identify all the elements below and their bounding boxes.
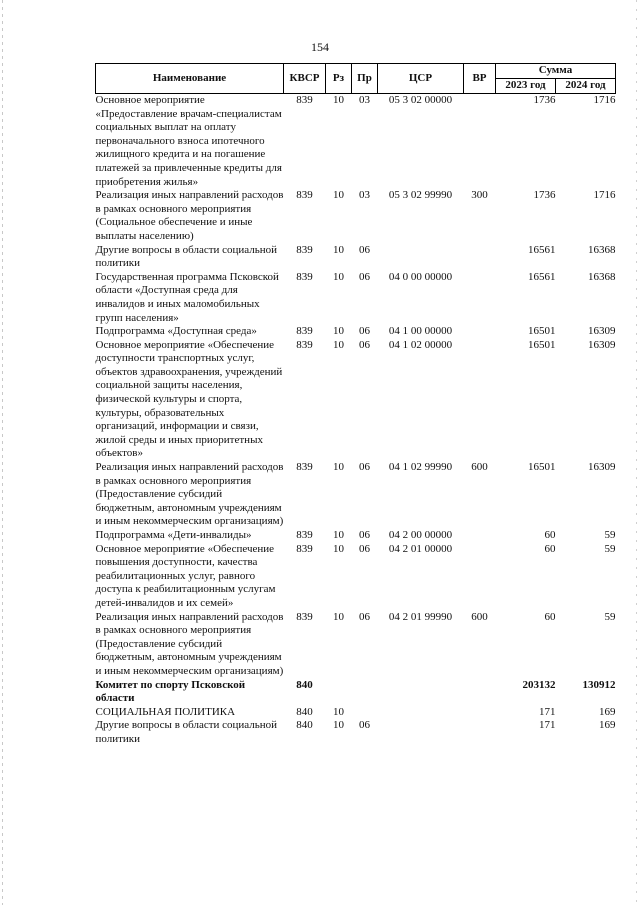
row-csr: 05 3 02 99990 xyxy=(388,189,453,202)
row-csr: 04 2 00 00000 xyxy=(388,529,453,541)
row-kvsr: 839 xyxy=(296,270,313,283)
row-sum-2023: 1736 xyxy=(533,94,556,106)
row-vr: 600 xyxy=(471,610,488,623)
row-sum-2024: 59 xyxy=(604,529,616,541)
row-vr xyxy=(464,325,496,339)
row-pr: 06 xyxy=(359,243,370,256)
row-vr: 300 xyxy=(471,189,488,202)
row-csr: 05 3 02 00000 xyxy=(388,94,453,106)
row-sum-2024: 130912 xyxy=(582,678,616,691)
header-kvsr: КВСР xyxy=(284,64,326,94)
row-sum-2023: 16501 xyxy=(528,325,556,338)
table-body xyxy=(96,94,616,747)
row-vr xyxy=(464,339,496,461)
row-vr xyxy=(464,529,496,543)
row-sum-2024: 16309 xyxy=(588,325,616,338)
row-pr: 03 xyxy=(359,94,370,106)
row-name: Реализация иных направлений расходов в рамках основного мероприятия (Социальное обеспечение и иные выплаты населению) xyxy=(95,189,284,242)
table-header xyxy=(96,64,616,94)
header-pr: Пр xyxy=(352,64,378,94)
row-name: Комитет по спорту Псковской области xyxy=(95,678,246,705)
row-kvsr: 839 xyxy=(296,94,313,106)
row-rz: 10 xyxy=(333,325,344,338)
row-pr: 06 xyxy=(359,338,370,351)
row-pr xyxy=(352,706,378,720)
row-sum-2023: 16501 xyxy=(528,338,556,351)
table-row xyxy=(96,679,616,706)
row-csr xyxy=(378,719,464,746)
row-kvsr: 839 xyxy=(296,529,313,541)
scan-right-edge xyxy=(636,0,637,905)
row-csr xyxy=(378,244,464,271)
row-rz: 10 xyxy=(333,461,344,474)
row-pr xyxy=(352,679,378,706)
row-sum-2023: 16561 xyxy=(528,270,556,283)
table-row xyxy=(96,325,616,339)
row-name: Подпрограмма «Доступная среда» xyxy=(95,325,257,338)
row-vr xyxy=(464,94,496,190)
row-pr: 06 xyxy=(359,719,370,732)
header-2024: 2024 год xyxy=(556,79,616,94)
row-name: Другие вопросы в области социальной политики xyxy=(95,719,278,745)
row-sum-2024: 59 xyxy=(604,610,616,623)
row-rz: 10 xyxy=(333,705,344,718)
page-number: 154 xyxy=(311,40,329,54)
row-csr: 04 0 00 00000 xyxy=(388,270,453,283)
row-sum-2024: 169 xyxy=(599,705,616,718)
row-sum-2024: 1716 xyxy=(593,189,616,202)
row-csr xyxy=(378,679,464,706)
row-kvsr: 840 xyxy=(296,678,313,691)
row-sum-2023: 60 xyxy=(544,610,556,623)
row-rz: 10 xyxy=(333,338,344,351)
row-pr: 06 xyxy=(359,610,370,623)
row-csr: 04 1 00 00000 xyxy=(388,325,453,338)
row-kvsr: 840 xyxy=(296,705,313,718)
row-name: СОЦИАЛЬНАЯ ПОЛИТИКА xyxy=(95,705,236,718)
row-vr: 600 xyxy=(471,461,488,474)
row-rz: 10 xyxy=(333,529,344,541)
row-vr xyxy=(464,706,496,720)
row-kvsr: 839 xyxy=(296,325,313,338)
row-sum-2024: 16368 xyxy=(588,270,616,283)
table-row xyxy=(96,271,616,325)
row-sum-2023: 171 xyxy=(539,705,556,718)
row-rz: 10 xyxy=(333,243,344,256)
row-sum-2024: 1716 xyxy=(593,94,616,106)
row-pr: 06 xyxy=(359,461,370,474)
row-name: Основное мероприятие «Предоставление врачам-специалистам социальных выплат на оплату первоначального взноса ипотечного жилищного кредита и на погашение платежей за привлеченные кредиты для приобретения жилья» xyxy=(95,94,282,188)
header-name: Наименование xyxy=(96,64,284,94)
row-sum-2023: 60 xyxy=(544,529,556,541)
table-row xyxy=(96,244,616,271)
row-rz: 10 xyxy=(333,94,344,106)
row-vr xyxy=(464,543,496,611)
row-vr xyxy=(464,679,496,706)
table-row xyxy=(96,339,616,461)
row-pr: 06 xyxy=(359,542,370,555)
row-name: Реализация иных направлений расходов в рамках основного мероприятия (Предоставление субсидий бюджетным, автономным учреждениям и иным некоммерческим организациям) xyxy=(95,610,284,677)
row-name: Основное мероприятие «Обеспечение повышения доступности, качества реабилитационных услуг, равного доступа к реабилитационным услугам детей-инвалидов и их семей» xyxy=(95,542,276,609)
row-vr xyxy=(464,244,496,271)
table-row xyxy=(96,461,616,529)
header-vr: ВР xyxy=(464,64,496,94)
row-vr xyxy=(464,719,496,746)
row-name: Государственная программа Псковской области «Доступная среда для инвалидов и иных маломобильных групп населения» xyxy=(95,270,279,324)
row-name: Подпрограмма «Дети-инвалиды» xyxy=(95,529,252,541)
row-name: Основное мероприятие «Обеспечение доступности транспортных услуг, объектов здравоохранения, учреждений социальной защиты населения, физической культуры и спорта, культуры, образовательных организаций, информации и связи, жилой среды и иных приоритетных объектов» xyxy=(95,338,283,460)
row-sum-2024: 16309 xyxy=(588,338,616,351)
budget-table xyxy=(95,63,616,747)
row-kvsr: 839 xyxy=(296,542,313,555)
row-csr: 04 2 01 00000 xyxy=(388,542,453,555)
row-pr: 06 xyxy=(359,325,370,338)
table-row xyxy=(96,611,616,679)
row-pr: 03 xyxy=(359,189,370,202)
row-kvsr: 839 xyxy=(296,243,313,256)
table-row xyxy=(96,94,616,190)
row-sum-2023: 171 xyxy=(539,719,556,732)
row-kvsr: 839 xyxy=(296,461,313,474)
row-sum-2023: 16561 xyxy=(528,243,556,256)
row-csr: 04 1 02 00000 xyxy=(388,338,453,351)
row-name: Реализация иных направлений расходов в рамках основного мероприятия (Предоставление субсидий бюджетным, автономным учреждениям и иным некоммерческим организациям) xyxy=(95,461,284,528)
header-rz: Рз xyxy=(326,64,352,94)
table-row xyxy=(96,719,616,746)
scan-left-edge xyxy=(2,0,3,905)
row-sum-2024: 16368 xyxy=(588,243,616,256)
row-vr xyxy=(464,271,496,325)
row-rz: 10 xyxy=(333,542,344,555)
row-csr xyxy=(378,706,464,720)
row-sum-2023: 60 xyxy=(544,542,556,555)
table-row xyxy=(96,706,616,720)
table-row xyxy=(96,189,616,243)
row-rz: 10 xyxy=(333,189,344,202)
row-rz: 10 xyxy=(333,270,344,283)
header-csr: ЦСР xyxy=(378,64,464,94)
header-2023: 2023 год xyxy=(496,79,556,94)
row-pr: 06 xyxy=(359,270,370,283)
header-sum: Сумма xyxy=(496,64,616,79)
row-sum-2024: 169 xyxy=(599,719,616,732)
row-pr: 06 xyxy=(359,529,370,541)
row-rz xyxy=(326,679,352,706)
row-sum-2024: 16309 xyxy=(588,461,616,474)
row-sum-2023: 203132 xyxy=(522,678,556,691)
table-row xyxy=(96,529,616,543)
row-kvsr: 840 xyxy=(296,719,313,732)
row-rz: 10 xyxy=(333,719,344,732)
row-kvsr: 839 xyxy=(296,189,313,202)
row-sum-2024: 59 xyxy=(604,542,616,555)
row-kvsr: 839 xyxy=(296,338,313,351)
row-csr: 04 2 01 99990 xyxy=(388,610,453,623)
row-sum-2023: 1736 xyxy=(533,189,556,202)
row-rz: 10 xyxy=(333,610,344,623)
row-sum-2023: 16501 xyxy=(528,461,556,474)
row-csr: 04 1 02 99990 xyxy=(388,461,453,474)
table-row xyxy=(96,543,616,611)
row-name: Другие вопросы в области социальной политики xyxy=(95,243,278,270)
row-kvsr: 839 xyxy=(296,610,313,623)
